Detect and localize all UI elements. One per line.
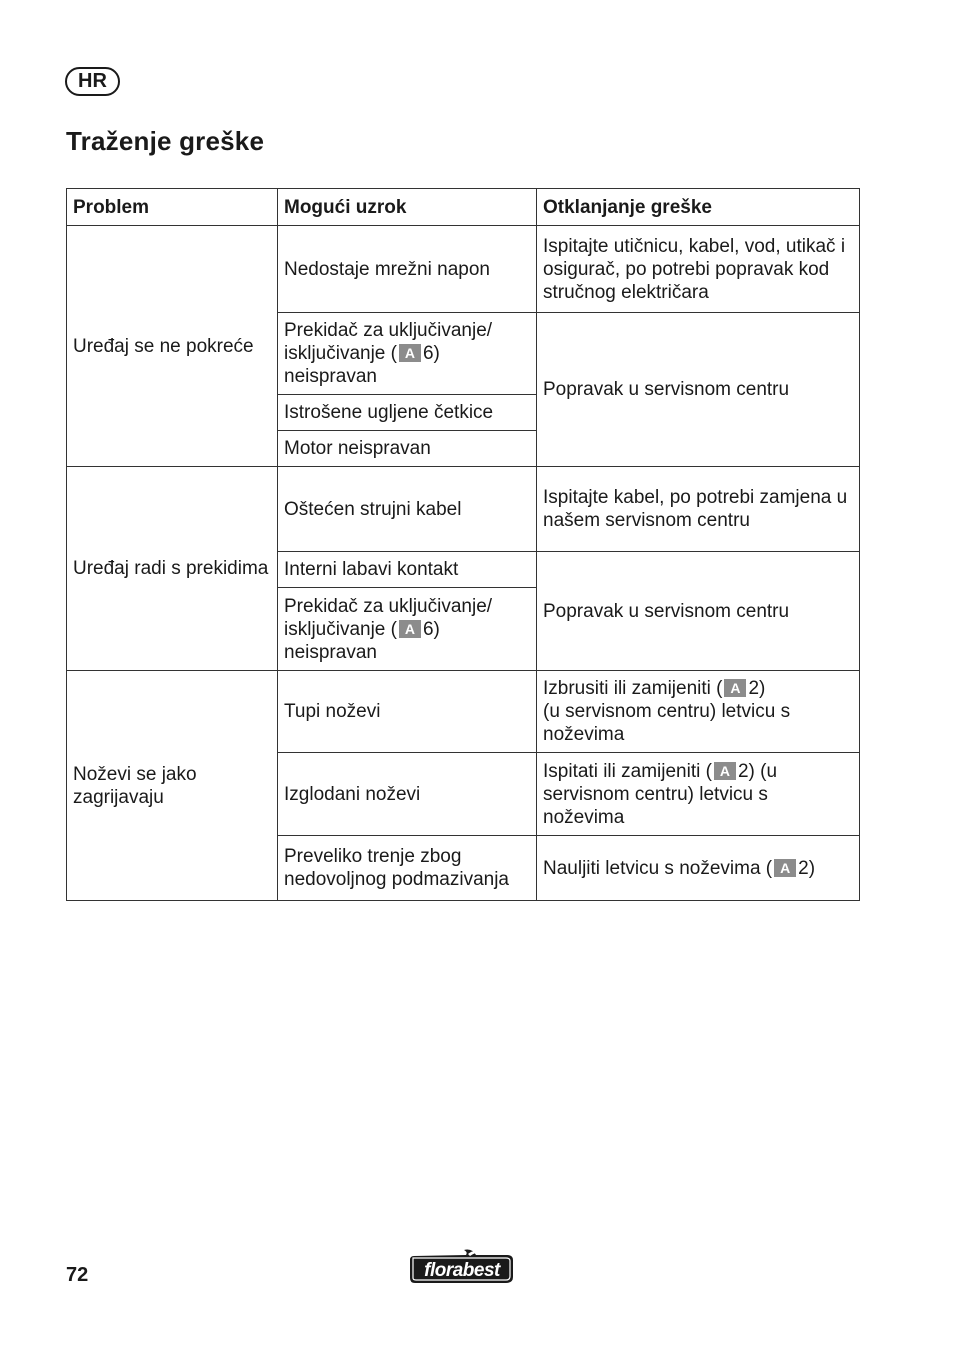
figure-ref-a-icon: A [714, 762, 736, 780]
remedy-text: (u servisnom centru) letvicu s noževima [543, 701, 791, 745]
remedy-text: servisnom centru) letvicu s noževima [543, 783, 768, 828]
cause-cell: Interni labavi kontakt [278, 552, 537, 588]
problem-cell: Uređaj radi s prekidima [67, 467, 278, 671]
florabest-logo [406, 1246, 518, 1288]
cause-cell [278, 588, 537, 671]
remedy-ref-number: 2) (u [737, 760, 778, 782]
table-header-row [67, 189, 860, 226]
figure-ref-a-icon: A [724, 679, 746, 697]
remedy-text: Nauljiti letvicu s noževima ( [543, 857, 773, 879]
remedy-text: Izbrusiti ili zamijeniti ( [543, 678, 723, 699]
svg-text:florabest: florabest [424, 1260, 500, 1281]
troubleshooting-table [66, 188, 860, 901]
figure-ref-a-icon: A [774, 859, 796, 877]
figure-ref-a-icon: A [399, 344, 421, 362]
cause-cell: Izglodani noževi [278, 753, 537, 836]
remedy-cell: Popravak u servisnom centru [537, 552, 860, 671]
remedy-cell: Popravak u servisnom centru [537, 313, 860, 467]
cause-cell: Nedostaje mrežni napon [278, 226, 537, 313]
cause-cell: Istrošene ugljene četkice [278, 395, 537, 431]
cause-text: neispravan [284, 641, 377, 663]
remedy-cell: Ispitajte utičnicu, kabel, vod, utikač i osigurač, po potrebi popravak kod stručnog električara [537, 226, 860, 313]
figure-ref-a-icon: A [399, 620, 421, 638]
cause-text: Prekidač za uključivanje/ isključivanje ( [284, 595, 493, 640]
cause-ref-number: 6) [422, 618, 440, 640]
problem-cell: Uređaj se ne pokreće [67, 226, 278, 467]
remedy-cell [537, 836, 860, 901]
remedy-ref-number: 2) [798, 857, 816, 879]
cause-cell [278, 313, 537, 395]
remedy-cell [537, 671, 860, 753]
column-header-problem: Problem [67, 189, 278, 226]
remedy-cell: Ispitajte kabel, po potrebi zamjena u našem servisnom centru [537, 467, 860, 552]
cause-ref-number: 6) [422, 343, 440, 364]
page-number: 72 [66, 1264, 89, 1286]
table-row [67, 467, 860, 552]
remedy-cell [537, 753, 860, 836]
table-row [67, 226, 860, 313]
table-row [67, 671, 860, 753]
cause-cell: Motor neispravan [278, 431, 537, 467]
cause-cell: Preveliko trenje zbog nedovoljnog podmazivanja [278, 836, 537, 901]
cause-cell: Tupi noževi [278, 671, 537, 753]
remedy-ref-number: 2) [748, 678, 766, 699]
cause-cell: Oštećen strujni kabel [278, 467, 537, 552]
column-header-cause: Mogući uzrok [278, 189, 537, 226]
page-title: Traženje greške [66, 126, 265, 156]
language-badge: HR [65, 67, 120, 96]
cause-text: Prekidač za uključivanje/ isključivanje ( [284, 320, 493, 364]
problem-cell: Noževi se jako zagrijavaju [67, 671, 278, 901]
cause-text: neispravan [284, 366, 377, 387]
column-header-remedy: Otklanjanje greške [537, 189, 860, 226]
remedy-text: Ispitati ili zamijeniti ( [543, 760, 712, 782]
